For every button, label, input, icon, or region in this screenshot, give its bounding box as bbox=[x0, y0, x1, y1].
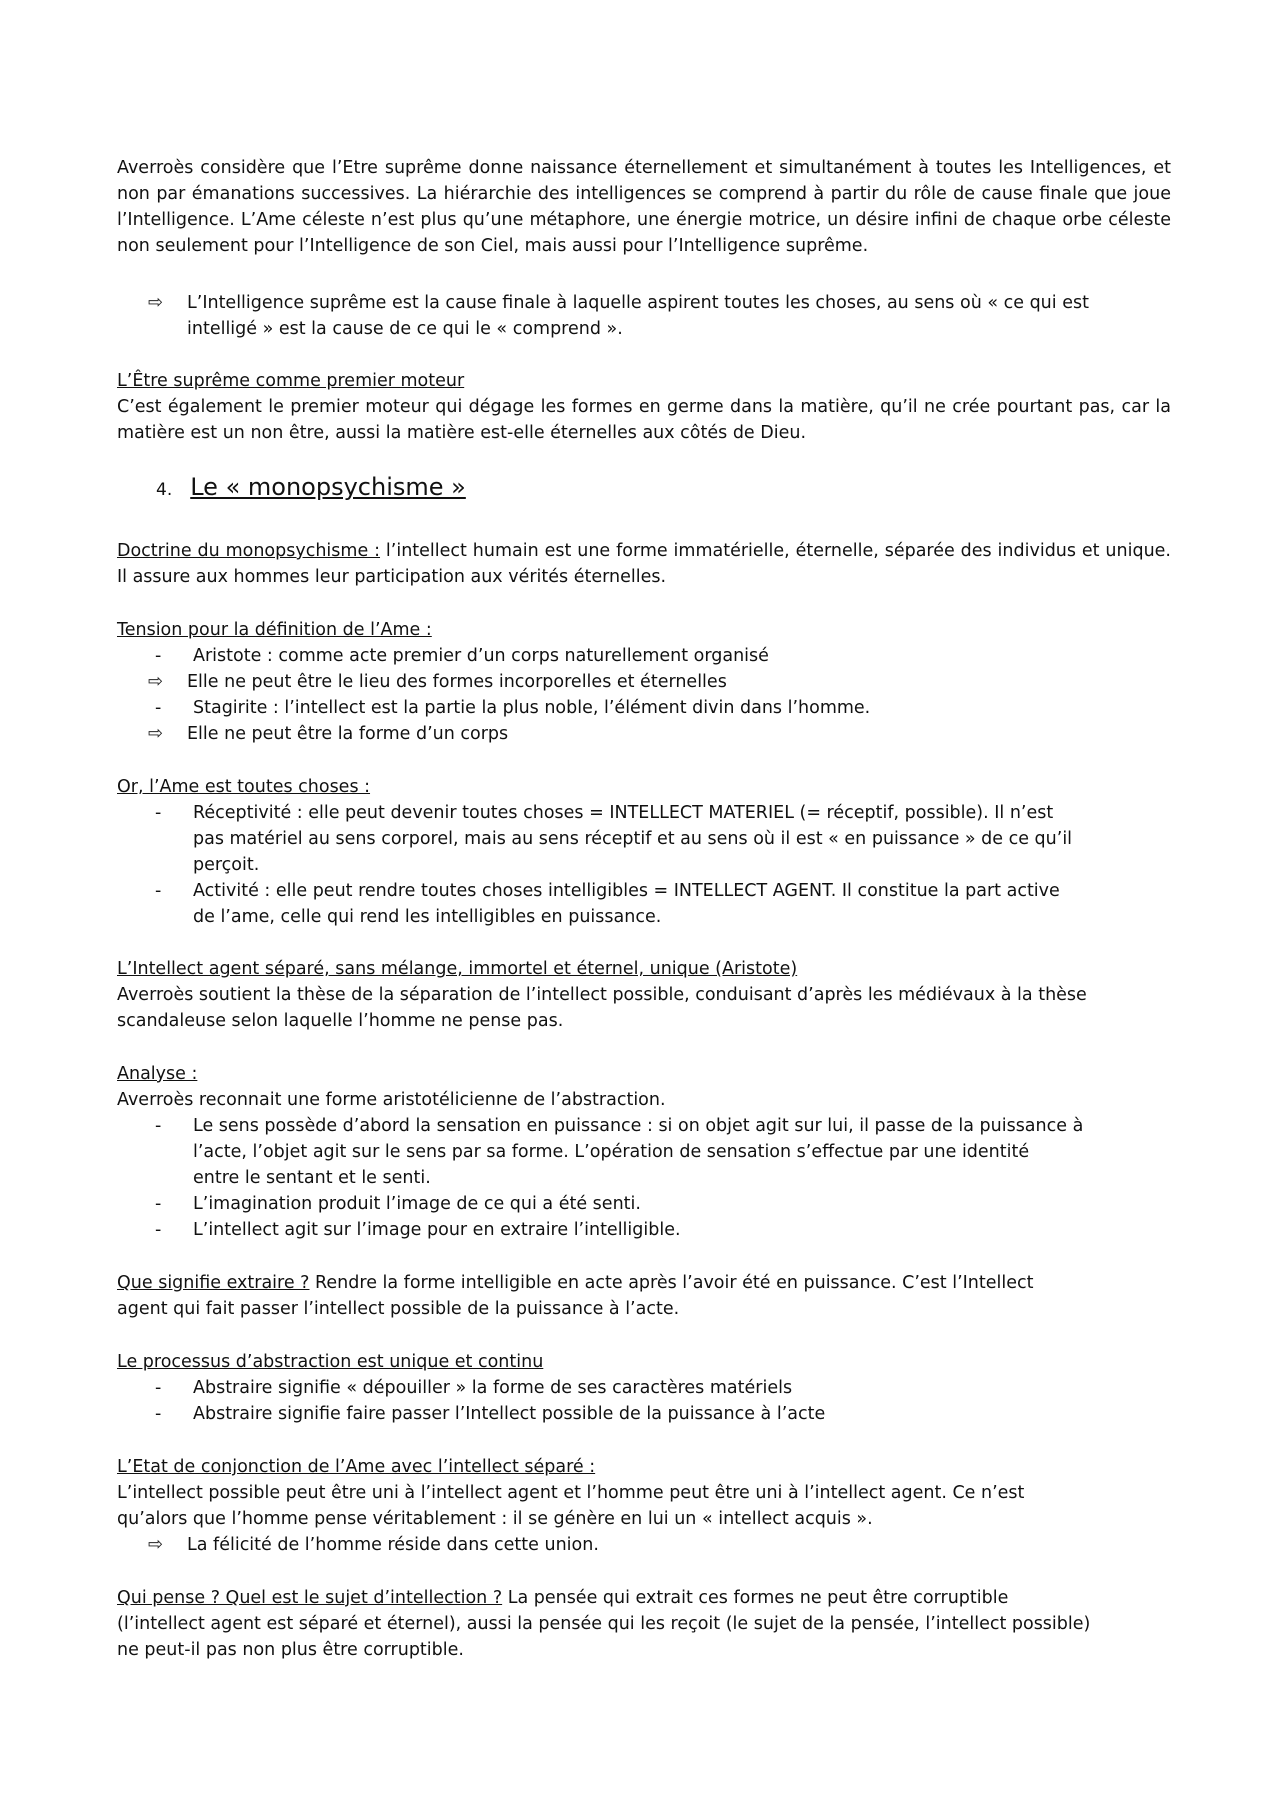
qui-pense-text: La pensée qui extrait ces formes ne peut être corruptible bbox=[502, 1588, 1009, 1608]
list-item-text: pas matériel au sens corporel, mais au sens réceptif et au sens où il est « en puissance » de ce qu’il bbox=[193, 829, 1073, 849]
subheading-tension: Tension pour la définition de l’Ame : bbox=[117, 620, 432, 640]
section-title bbox=[156, 471, 466, 506]
arrow-icon: ⇨ bbox=[148, 723, 164, 744]
arrow-icon: ⇨ bbox=[148, 671, 164, 692]
list-item-text: Le sens possède d’abord la sensation en puissance : si on objet agit sur lui, il passe de la puissance à bbox=[193, 1116, 1084, 1136]
bullet-mark: - bbox=[155, 646, 162, 666]
list-item-text: Aristote : comme acte premier d’un corps naturellement organisé bbox=[193, 646, 769, 666]
subheading-processus: Le processus d’abstraction est unique et continu bbox=[117, 1352, 544, 1372]
bullet-mark: - bbox=[155, 1116, 162, 1136]
etat-line: L’intellect possible peut être uni à l’intellect agent et l’homme peut être uni à l’intellect agent. Ce n’est bbox=[117, 1483, 1025, 1503]
extraire-label: Que signifie extraire ? bbox=[117, 1273, 310, 1293]
qui-pense-label: Qui pense ? Quel est le sujet d’intellection ? bbox=[117, 1588, 503, 1608]
bullet-mark: - bbox=[155, 698, 162, 718]
doctrine-paragraph bbox=[117, 538, 1171, 590]
arrow-icon: ⇨ bbox=[148, 1534, 164, 1555]
extraire-text: Rendre la forme intelligible en acte après l’avoir été en puissance. C’est l’Intellect bbox=[309, 1273, 1034, 1293]
list-item-text: Abstraire signifie faire passer l’Intellect possible de la puissance à l’acte bbox=[193, 1404, 826, 1424]
section-number: 4. bbox=[156, 480, 173, 500]
arrow-bullet-continuation: intelligé » est la cause de ce qui le « comprend ». bbox=[187, 319, 623, 339]
list-item-text: de l’ame, celle qui rend les intelligibles en puissance. bbox=[193, 907, 662, 927]
list-item-text: entre le sentant et le senti. bbox=[193, 1168, 431, 1188]
bullet-mark: - bbox=[155, 1194, 162, 1214]
subheading-analyse: Analyse : bbox=[117, 1064, 198, 1084]
etat-line: qu’alors que l’homme pense véritablement : il se génère en lui un « intellect acquis ». bbox=[117, 1509, 873, 1529]
arrow-bullet-text: L’Intelligence suprême est la cause finale à laquelle aspirent toutes les choses, au sens où « ce qui est bbox=[187, 293, 1089, 313]
subheading-premier-moteur: L’Être suprême comme premier moteur bbox=[117, 371, 465, 391]
section-title-text: Le « monopsychisme » bbox=[190, 473, 466, 501]
list-item-text: Elle ne peut être la forme d’un corps bbox=[187, 724, 509, 744]
arrow-bullet-text: La félicité de l’homme réside dans cette union. bbox=[187, 1535, 599, 1555]
extraire-continuation: agent qui fait passer l’intellect possible de la puissance à l’acte. bbox=[117, 1299, 680, 1319]
extraire-line bbox=[117, 1270, 1171, 1296]
doctrine-text: l’intellect humain est une forme immatérielle, éternelle, séparée des individus et unique. Il assure aux hommes leur participation aux vérités éternelles. bbox=[117, 541, 1171, 587]
qui-pense-continuation: ne peut-il pas non plus être corruptible. bbox=[117, 1640, 464, 1660]
analyse-intro: Averroès reconnait une forme aristotélicienne de l’abstraction. bbox=[117, 1090, 666, 1110]
qui-pense-continuation: (l’intellect agent est séparé et éternel), aussi la pensée qui les reçoit (le sujet de la pensée, l’intellect possible) bbox=[117, 1614, 1091, 1634]
qui-pense-line bbox=[117, 1585, 1171, 1611]
bullet-mark: - bbox=[155, 1220, 162, 1240]
arrow-icon: ⇨ bbox=[148, 292, 164, 313]
intellect-agent-paragraph: Averroès soutient la thèse de la séparation de l’intellect possible, conduisant d’après les médiévaux à la thèse scandaleuse selon laquelle l’homme ne pense pas. bbox=[117, 985, 1087, 1031]
subheading-etat-conjonction: L’Etat de conjonction de l’Ame avec l’intellect séparé : bbox=[117, 1457, 596, 1477]
bullet-mark: - bbox=[155, 881, 162, 901]
doctrine-label: Doctrine du monopsychisme : bbox=[117, 541, 381, 561]
premier-moteur-paragraph: C’est également le premier moteur qui dégage les formes en germe dans la matière, qu’il ne crée pourtant pas, car la matière est un non être, aussi la matière est-elle éternelles aux côtés de Dieu. bbox=[117, 397, 1171, 443]
bullet-mark: - bbox=[155, 1404, 162, 1424]
bullet-mark: - bbox=[155, 1378, 162, 1398]
list-item-text: Abstraire signifie « dépouiller » la forme de ses caractères matériels bbox=[193, 1378, 793, 1398]
subheading-or-ame: Or, l’Ame est toutes choses : bbox=[117, 777, 371, 797]
list-item-text: Stagirite : l’intellect est la partie la plus noble, l’élément divin dans l’homme. bbox=[193, 698, 871, 718]
list-item-text: perçoit. bbox=[193, 855, 260, 875]
list-item-text: Réceptivité : elle peut devenir toutes choses = INTELLECT MATERIEL (= réceptif, possible). Il n’est bbox=[193, 803, 1054, 823]
list-item-text: Activité : elle peut rendre toutes choses intelligibles = INTELLECT AGENT. Il constitue la part active bbox=[193, 881, 1060, 901]
list-item-text: L’intellect agit sur l’image pour en extraire l’intelligible. bbox=[193, 1220, 681, 1240]
list-item-text: L’imagination produit l’image de ce qui a été senti. bbox=[193, 1194, 641, 1214]
list-item-text: Elle ne peut être le lieu des formes incorporelles et éternelles bbox=[187, 672, 727, 692]
intro-paragraph: Averroès considère que l’Etre suprême donne naissance éternellement et simultanément à toutes les Intelligences, et non par émanations successives. La hiérarchie des intelligences se comprend à partir du rôle de cause finale que joue l’Intelligence. L’Ame céleste n’est plus qu’une métaphore, une énergie motrice, un désire infini de chaque orbe céleste non seulement pour l’Intelligence de son Ciel, mais aussi pour l’Intelligence suprême. bbox=[117, 158, 1171, 256]
list-item-text: l’acte, l’objet agit sur le sens par sa forme. L’opération de sensation s’effectue par une identité bbox=[193, 1142, 1030, 1162]
bullet-mark: - bbox=[155, 803, 162, 823]
subheading-intellect-agent: L’Intellect agent séparé, sans mélange, immortel et éternel, unique (Aristote) bbox=[117, 959, 798, 979]
